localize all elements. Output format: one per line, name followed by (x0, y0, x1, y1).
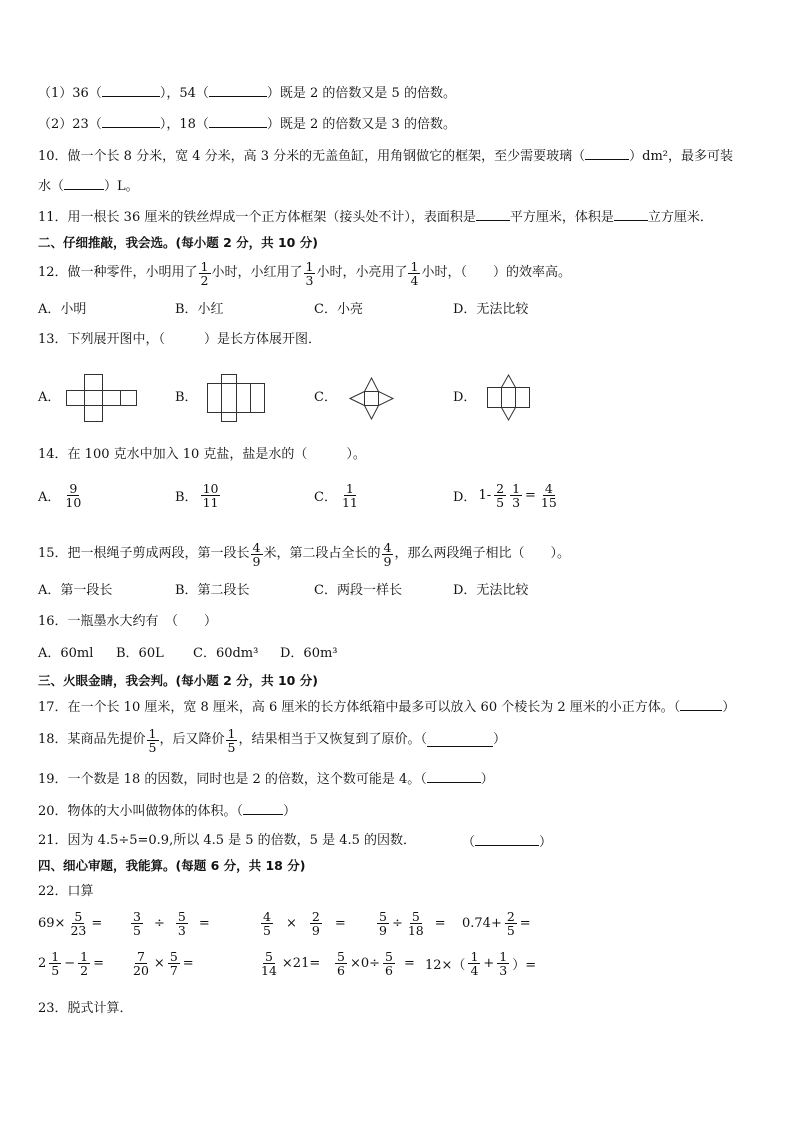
fraction: $\frac{1}{3}$ (305, 258, 314, 288)
q14-text: 14．在 100 克水中加入 10 克盐，盐是水的（ ）。 (38, 447, 366, 462)
option-d[interactable]: D． (453, 390, 477, 405)
q21: 21．因为 4.5÷5=0.9,所以 4.5 是 5 的倍数，5 是 4.5 的因数． (38, 833, 417, 848)
text: 10．做一个长 8 分米，宽 4 分米，高 3 分米的无盖鱼缸，用角钢做它的框架，至少需要玻璃（ (38, 149, 586, 164)
q17: 17．在一个长 10 厘米，宽 8 厘米，高 6 厘米的长方体纸箱中最多可以放入 60 个棱长为 2 厘米的小正方体。（ ） (38, 700, 736, 715)
option-d[interactable]: D．无法比较 (453, 302, 529, 317)
q13-text: 13．下列展开图中，（ ）是长方体展开图． (38, 332, 322, 347)
fraction: $\frac{1}{2}$ (200, 258, 209, 288)
answer-blank[interactable] (102, 115, 160, 128)
text: ）既是 2 的倍数又是 5 的倍数。 (266, 86, 456, 101)
answer-blank[interactable] (427, 770, 481, 783)
q12 (38, 258, 571, 288)
text: 小时，小亮用了 (316, 265, 408, 280)
calc-item: $\frac{5}{14}$ ×21= (261, 949, 321, 978)
net-diagram-a (66, 374, 138, 422)
q9-line2 (38, 115, 456, 133)
option-b[interactable]: B． (175, 390, 198, 405)
option-b[interactable]: B．小红 (175, 302, 224, 317)
answer-blank[interactable] (209, 115, 267, 128)
answer-blank[interactable] (475, 833, 539, 846)
q10-line1 (38, 147, 733, 165)
q11 (38, 208, 713, 226)
text: 平方厘米，体积是 (509, 210, 614, 225)
fraction: $\frac{1}{5}$ (148, 725, 157, 755)
answer-blank[interactable] (427, 734, 493, 747)
q21-answer: （ ） (462, 835, 553, 850)
answer-blank[interactable] (680, 698, 722, 711)
option-d[interactable]: D．60m³ (280, 646, 338, 661)
option-c[interactable]: C．两段一样长 (314, 583, 402, 598)
text: ）dm²，最多可装 (629, 149, 734, 164)
option-b[interactable]: B．60L (116, 646, 164, 661)
option-d[interactable]: D．无法比较 (453, 583, 529, 598)
answer-blank[interactable] (102, 84, 160, 97)
text: 小时，小红用了 (211, 265, 303, 280)
q15: 15．把一根绳子剪成两段，第一段长 $\frac{4}{9}$ 米，第二段占全长的 $\frac{4}{9}$ ，那么两段绳子相比（ ）。 (38, 539, 570, 569)
net-diagram-d (487, 374, 531, 422)
option-a[interactable]: A． $\frac{9}{10}$ (38, 481, 82, 510)
option-a[interactable]: A．小明 (38, 302, 87, 317)
option-c[interactable]: C． $\frac{1}{11}$ (314, 481, 358, 510)
section-heading-2: 二、仔细推敲，我会选。(每小题 2 分，共 10 分) (38, 235, 318, 250)
calc-item: 12×（ $\frac{1}{4}$ + $\frac{1}{3}$ ）= (425, 949, 537, 978)
calc-item: 0.74+ $\frac{2}{5}$ = (462, 909, 531, 938)
calc-item: $\frac{5}{6}$ ×0÷ $\frac{5}{6}$ = (337, 949, 415, 978)
q19: 19．一个数是 18 的因数，同时也是 2 的倍数，这个数可能是 4。（ ） (38, 772, 494, 787)
answer-blank[interactable] (209, 84, 267, 97)
calc-item: $\frac{7}{20}$ × $\frac{5}{7}$ = (133, 949, 194, 978)
answer-blank[interactable] (243, 802, 283, 815)
net-diagram-c (349, 377, 395, 421)
option-a[interactable]: A．60ml (38, 646, 94, 661)
fraction: $\frac{1}{5}$ (227, 725, 236, 755)
section-heading-3: 三、火眼金睛，我会判。(每小题 2 分，共 10 分) (38, 673, 318, 688)
calc-item: 69× $\frac{5}{23}$ = (38, 909, 103, 938)
q20: 20．物体的大小叫做物体的体积。（ ） (38, 804, 297, 819)
net-diagram-b (207, 374, 267, 422)
q16-text: 16．一瓶墨水大约有 （ ） (38, 614, 218, 629)
option-a[interactable]: A．第一段长 (38, 583, 113, 598)
text: 11．用一根长 36 厘米的铁丝焊成一个正方体框架（接头处不计），表面积是 (38, 210, 476, 225)
text: （1）36（ (38, 86, 102, 101)
q23: 23．脱式计算． (38, 1001, 133, 1016)
fraction: $\frac{4}{9}$ (252, 539, 261, 569)
fraction: $\frac{1}{3}$ (512, 481, 521, 510)
text: ），18（ (159, 117, 209, 132)
text: 小时，（ ）的效率高。 (421, 265, 571, 280)
calc-item: $\frac{4}{5}$ × $\frac{2}{9}$ = (263, 909, 346, 938)
fraction: $\frac{1}{11}$ (341, 481, 358, 510)
calc-item: 2 $\frac{1}{5}$ − $\frac{1}{2}$ = (38, 949, 104, 978)
q22-title: 22．口算 (38, 884, 94, 899)
text: ）L。 (104, 179, 139, 194)
q10-line2 (38, 177, 139, 195)
answer-blank[interactable] (476, 208, 510, 221)
answer-blank[interactable] (585, 147, 629, 160)
text: ）既是 2 的倍数又是 3 的倍数。 (266, 117, 456, 132)
text: （2）23（ (38, 117, 102, 132)
text: 水（ (38, 179, 65, 194)
option-d[interactable]: D． 1- $\frac{2}{5}$ $\frac{1}{3}$ = $\frac{4}{15}$ (453, 481, 557, 510)
fraction: $\frac{1}{4}$ (410, 258, 419, 288)
option-c[interactable]: C．60dm³ (193, 646, 259, 661)
q18: 18．某商品先提价 $\frac{1}{5}$ ，后又降价 $\frac{1}{5}$ ，结果相当于又恢复到了原价。（ ） (38, 725, 506, 755)
text: 立方厘米． (647, 210, 713, 225)
section-heading-4: 四、细心审题，我能算。(每题 6 分，共 18 分) (38, 858, 306, 873)
option-c[interactable]: C． (314, 390, 337, 405)
option-c[interactable]: C．小亮 (314, 302, 363, 317)
fraction: $\frac{9}{10}$ (65, 481, 82, 510)
answer-blank[interactable] (64, 177, 104, 190)
option-b[interactable]: B．第二段长 (175, 583, 250, 598)
answer-blank[interactable] (614, 208, 648, 221)
option-a[interactable]: A． (38, 390, 61, 405)
fraction: $\frac{10}{11}$ (202, 481, 219, 510)
fraction: $\frac{4}{9}$ (383, 539, 392, 569)
q9-line1 (38, 84, 456, 102)
calc-item: $\frac{5}{9}$ ÷ $\frac{5}{18}$ = (379, 909, 446, 938)
text: ），54（ (159, 86, 209, 101)
text: 12．做一种零件，小明用了 (38, 265, 198, 280)
calc-item: $\frac{3}{5}$ ÷ $\frac{5}{3}$ = (133, 909, 210, 938)
option-b[interactable]: B． $\frac{10}{11}$ (175, 481, 219, 510)
fraction: $\frac{2}{5}$ (496, 481, 505, 510)
fraction: $\frac{4}{15}$ (540, 481, 557, 510)
